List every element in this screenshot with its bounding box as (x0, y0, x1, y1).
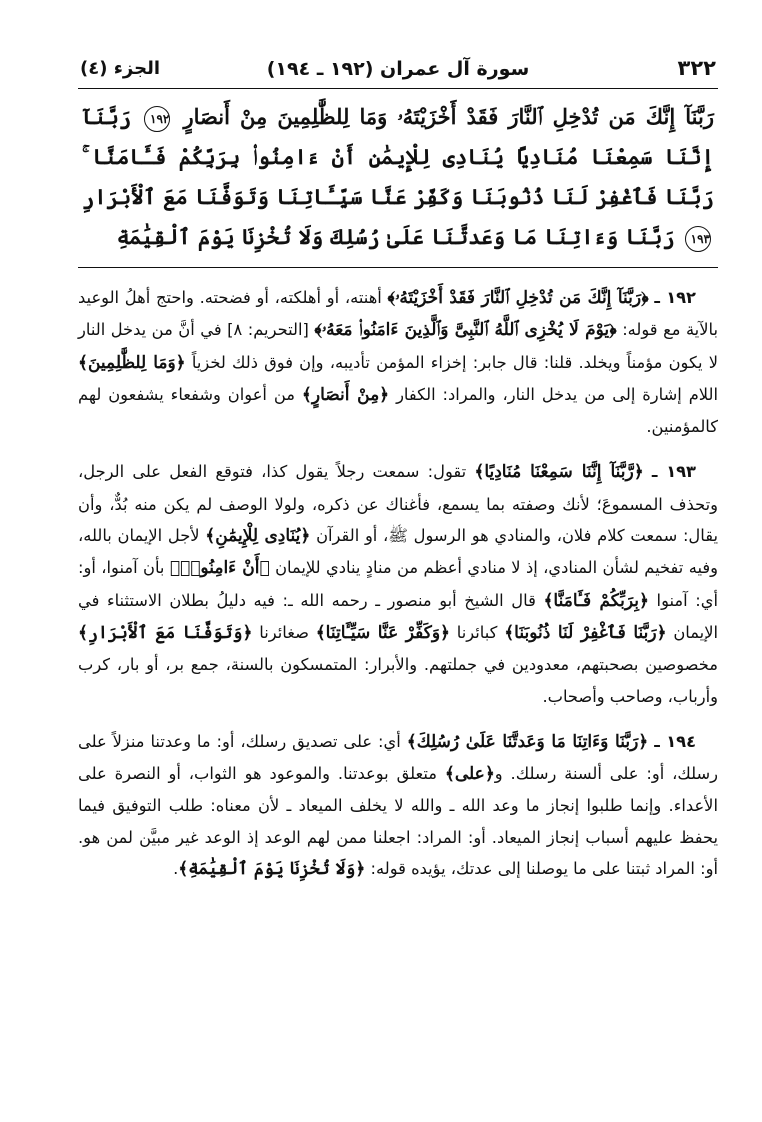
commentary-text: أي: على تصديق رسلك، أو: ما وعدتنا منزلاً على رسلك، أو: على ألسنة رسلك. و (78, 731, 718, 784)
commentary-text: لأجل الإيمان بالله، وفيه تفخيم لشأن المنادي، إذ لا منادي أعظم من منادٍ ينادي للإيمان (78, 526, 718, 578)
quoted-verse: ﴿رَبَّنَآ إِنَّكَ مَن تُدْخِلِ ٱلنَّارَ فَقَدْ أَخْزَيْتَهُۥ﴾ (387, 288, 649, 308)
surah-title: سورة آل عمران (١٩٢ ـ ١٩٤) (266, 58, 530, 80)
commentary-paragraph (78, 726, 718, 885)
quoted-verse: ﴿رَبَّنَا وَءَاتِنَا مَا وَعَدتَّنَا عَلَىٰ رُسُلِكَ﴾ (406, 731, 649, 752)
commentary-text: من أعوان وشفعاء يشفعون لهم كالمؤمنين. (78, 384, 718, 437)
verse-text: رَبَّنَآ إِنَّنَا سَمِعْنَا مُنَادِيًا يُنَادِى لِلْإِيمَٰنِ أَنْ ءَامِنُوا۟ بِرَبِّكُمْ فَـَٔامَنَّا ۚ رَبَّنَا فَٱغْفِرْ لَنَا ذُنُوبَنَا وَكَفِّرْ عَنَّا سَيِّـَٔاتِنَا وَتَوَفَّنَا مَعَ ٱلْأَبْرَارِ (82, 104, 714, 209)
ayah-number-marker: ١٩٣ (685, 226, 711, 252)
commentary-text: كبائرنا (449, 622, 505, 642)
commentary-paragraph (78, 456, 718, 711)
commentary-text: متعلق بوعدتنا. والموعود هو الثواب، أو النصرة على الأعداء. وإنما طلبوا إنجاز ما وعد الله ـ والله لا يخلف الميعاد ـ لأن معناه: طلب التوفيق فيما يحفظ عليهم أسباب إنجاز الميعاد. أو: المراد: اجعلنا ممن لهم الوعد إذ الوعد غير مبيَّن لمن هو. أو: المراد ثبتنا على ما يوصلنا إلى عدتك، يؤيده قوله: (78, 764, 718, 879)
verse-text: رَبَّنَا وَءَاتِنَا مَا وَعَدتَّنَا عَلَىٰ رُسُلِكَ وَلَا تُخْزِنَا يَوْمَ ٱلْقِيَٰمَةِ (116, 224, 675, 249)
commentary-text: . (173, 859, 179, 879)
commentary-text: أهنته، أو أهلكته، أو فضحته. واحتج أهلُ الوعيد بالآية مع قوله: (78, 288, 718, 340)
verse-text: رَبَّنَآ إِنَّكَ مَن تُدْخِلِ ٱلنَّارَ فَقَدْ أَخْزَيْتَهُۥ وَمَا لِلظَّٰلِمِينَ مِنْ أَنصَارٍ (183, 104, 715, 129)
commentary-text: اللام إشارة إلى من يدخل النار، والمراد: الكفار (389, 384, 718, 404)
quoted-verse: ﴿رَبَّنَا فَٱغْفِرْ لَنَا ذُنُوبَنَا﴾ (504, 622, 667, 643)
quoted-verse: ﴿وَمَا لِلظَّٰلِمِينَ﴾ (78, 352, 186, 373)
page-header (78, 54, 718, 89)
quran-verses (78, 97, 718, 257)
commentary (78, 282, 718, 885)
ayah-number-marker: ١٩٢ (144, 106, 170, 132)
commentary-text: بأن آمنوا، أو: أي: آمنوا (78, 558, 718, 610)
quoted-verse: ﴿وَتَوَفَّنَا مَعَ ٱلْأَبْرَارِ﴾ (78, 622, 253, 643)
quoted-verse: ﴿يُنَادِى لِلْإِيمَٰنِ﴾ (205, 526, 311, 547)
verse-ref: ١٩٣ ـ (651, 462, 696, 482)
quoted-verse: ﴿رَّبَّنَآ إِنَّنَا سَمِعْنَا مُنَادِيًا﴾ (474, 462, 644, 483)
commentary-text: قال الشيخ أبو منصور ـ رحمه الله ـ: فيه دليلُ بطلان الاستثناء في الإيمان (78, 590, 719, 642)
quoted-verse: ﴿مِنْ أَنصَارٍ﴾ (301, 384, 390, 405)
book-page (78, 54, 718, 1094)
quoted-verse: ﴿وَلَا تُخْزِنَا يَوْمَ ٱلْقِيَٰمَةِ﴾ (178, 859, 366, 880)
quoted-verse: ﴿على﴾ (444, 764, 495, 785)
quoted-verse: ﴿أَنْ ءَامِنُوا۟﴾ (169, 558, 270, 579)
commentary-text: تقول: سمعت رجلاً يقول كذا، فتوقع الفعل على الرجل، وتحذف المسموعَ؛ لأنك وصفته بما يسمع، فأغناك عن ذكره، ولولا الوصف لم يكن منه بُدٌّ، وأن يقال: سمعت كلام فلان، والمنادي هو الرسول ﷺ، أو القرآن (78, 462, 718, 546)
verse-ref: ١٩٢ ـ (654, 288, 696, 307)
section-divider (78, 267, 718, 268)
page-number: ٣٢٢ (677, 56, 716, 80)
commentary-text: [التحريم: ٨] في أنَّ من يدخل النار لا يكون مؤمناً ويخلد. قلنا: قال جابر: إخزاء المؤمن تأديبه، وإن فوق ذلك لخزياً (78, 320, 718, 372)
verse-ref: ١٩٤ ـ (654, 731, 697, 751)
quoted-verse: ﴿وَكَفِّرْ عَنَّا سَيِّـَٔاتِنَا﴾ (315, 622, 450, 643)
commentary-text: صغائرنا (252, 622, 316, 642)
commentary-paragraph (78, 282, 718, 442)
commentary-text: مخصوصين بصحبتهم، معدودين في جملتهم. والأبرار: المتمسكون بالسنة، جمع بر، أو بار، كرب وأرباب، وصاحب وأصحاب. (78, 655, 718, 706)
quoted-verse: ﴿بِرَبِّكُمْ فَـَٔامَنَّا﴾ (543, 590, 649, 611)
part-label: الجزء (٤) (80, 58, 161, 79)
quoted-verse: ﴿يَوْمَ لَا يُخْزِى ٱللَّهُ ٱلنَّبِىَّ وَٱلَّذِينَ ءَامَنُوا۟ مَعَهُۥ﴾ (314, 320, 617, 341)
